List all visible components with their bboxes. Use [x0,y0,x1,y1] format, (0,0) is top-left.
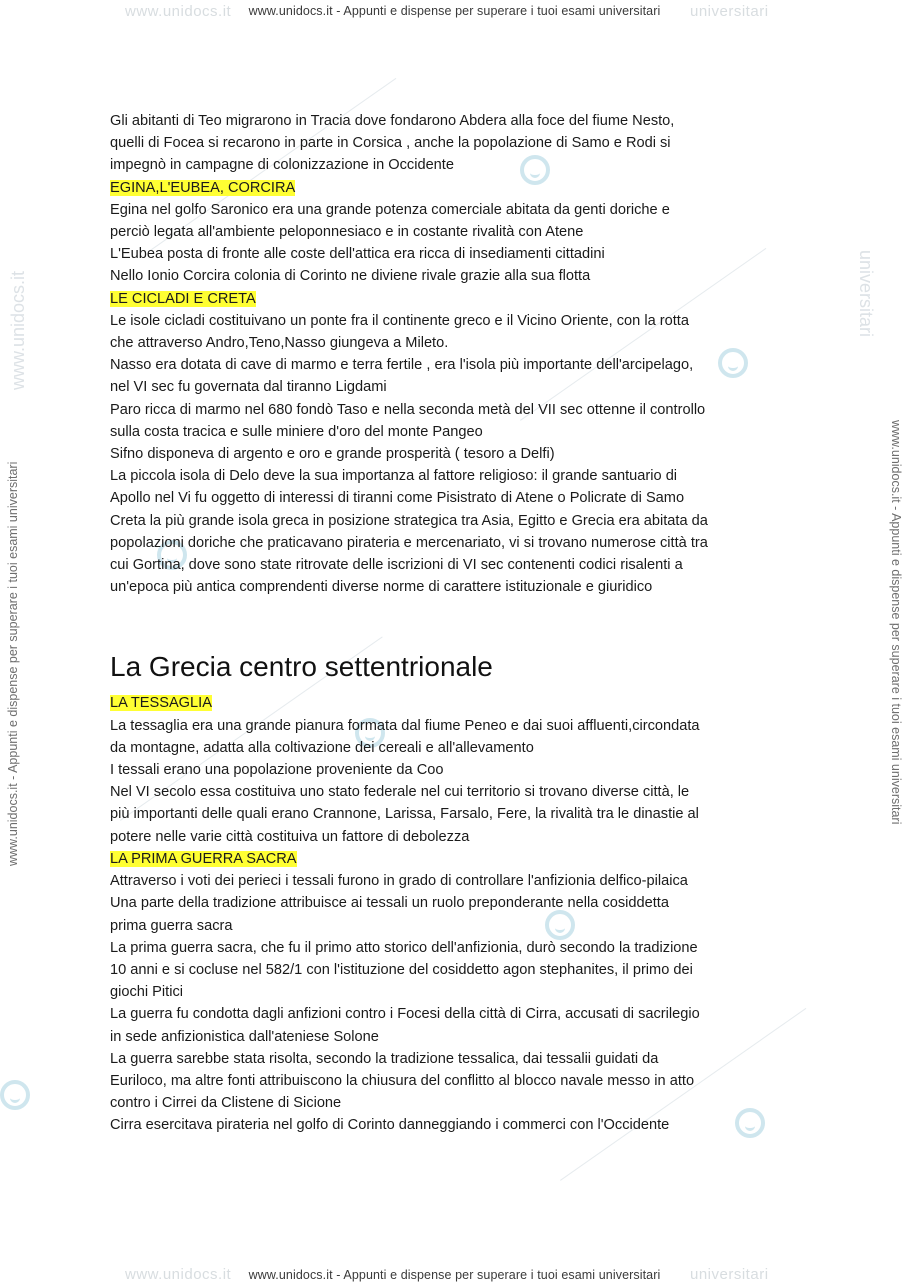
text-line: Cirra esercitava pirateria nel golfo di Corinto danneggiando i commerci con l'Occidente [110,1117,670,1134]
text-line: La piccola isola di Delo deve la sua importanza al fattore religioso: il grande santuario di [110,468,678,485]
watermark-side-ghost-left: www.unidocs.it [8,270,28,390]
watermark-logo-icon [0,1080,30,1110]
subheading-guerra-sacra [110,848,810,870]
watermark-ghost-text: universitari [690,3,769,20]
document-body [110,110,810,1137]
text-line: cui Gortina, dove sono state ritrovate delle iscrizioni di VI sec contenenti codici risalenti a [110,557,683,574]
text-line: Paro ricca di marmo nel 680 fondò Taso e nella seconda metà del VII sec ottenne il controllo [110,401,706,418]
text-line: Una parte della tradizione attribuisce ai tessali un ruolo preponderante nella cosiddetta [110,895,669,912]
highlight-text: EGINA,L'EUBEA, CORCIRA [110,179,296,196]
text-line: Nel VI secolo essa costituiva uno stato federale nel cui territorio si trovano diverse città, le [110,784,690,801]
text-line: Nello Ionio Corcira colonia di Corinto ne diviene rivale grazie alla sua flotta [110,268,591,285]
text-line: I tessali erano una popolazione proveniente da Coo [110,762,444,779]
watermark-banner-bottom: www.unidocs.it - Appunti e dispense per superare i tuoi esami universitari [248,1268,661,1282]
text-line: prima guerra sacra [110,917,233,934]
text-line: giochi Pitici [110,984,183,1001]
text-line: Attraverso i voti dei perieci i tessali furono in grado di controllare l'anfizionia delfico-pilaica [110,873,688,890]
text-line: perciò legata all'ambiente peloponnesiaco e in costante rivalità con Atene [110,224,584,241]
watermark-ghost-text: universitari [690,1266,769,1283]
text-line: La guerra fu condotta dagli anfizioni contro i Focesi della città di Cirra, accusati di sacrilegio [110,1006,700,1023]
text-line: Gli abitanti di Teo migrarono in Tracia dove fondarono Abdera alla foce del fiume Nesto, [110,113,675,129]
text-line: potere nelle varie città costituiva un fattore di debolezza [110,828,470,845]
watermark-ghost-text: www.unidocs.it [125,3,232,20]
paragraph-intro [110,110,810,177]
text-line: Egina nel golfo Saronico era una grande potenza comerciale abitata da genti doriche e [110,201,670,218]
paragraph-tessaglia [110,715,810,848]
text-line: in sede anfizionistica dall'ateniese Solone [110,1028,379,1045]
text-line: Apollo nel Vi fu oggetto di interessi di tiranni come Pisistrato di Atene o Policrate di Samo [110,490,685,507]
paragraph-guerra-sacra [110,870,810,1136]
highlight-text: LA TESSAGLIA [110,695,212,712]
subheading-tessaglia [110,692,810,714]
text-line: nel VI sec fu governata dal tiranno Ligdami [110,379,387,396]
text-line: La guerra sarebbe stata risolta, secondo la tradizione tessalica, dai tessalii guidati da [110,1050,659,1067]
text-line: che attraverso Andro,Teno,Nasso giungeva a Mileto. [110,335,449,352]
watermark-side-left: www.unidocs.it - Appunti e dispense per superare i tuoi esami universitari [6,461,20,866]
text-line: un'epoca più antica comprendenti diverse norme di carattere istituzionale e giuridico [110,579,653,596]
watermark-side-ghost-right: universitari [856,250,876,338]
text-line: sulla costa tracica e sulle miniere d'oro del monte Pangeo [110,423,483,440]
subheading-cicladi [110,288,810,310]
text-line: più importanti delle quali erano Crannone, Larissa, Farsalo, Fere, la rivalità tra le dinastie al [110,806,699,823]
text-line: Nasso era dotata di cave di marmo e terra fertile , era l'isola più importante dell'arcipelago, [110,357,694,374]
text-line: da montagne, adatta alla coltivazione dei cereali e all'allevamento [110,739,534,756]
highlight-text: LA PRIMA GUERRA SACRA [110,850,297,867]
section-title: La Grecia centro settentrionale [110,651,493,683]
highlight-text: LE CICLADI E CRETA [110,290,256,307]
text-line: L'Eubea posta di fronte alle coste dell'attica era ricca di insediamenti cittadini [110,246,605,263]
watermark-side-right: www.unidocs.it - Appunti e dispense per superare i tuoi esami universitari [889,420,903,825]
watermark-ghost-text: www.unidocs.it [125,1266,232,1283]
text-line: impegnò in campagne di colonizzazione in Occidente [110,157,454,174]
text-line: Creta la più grande isola greca in posizione strategica tra Asia, Egitto e Grecia era abitata da [110,512,708,529]
text-line: La tessaglia era una grande pianura formata dal fiume Peneo e dai suoi affluenti,circondata [110,717,700,734]
text-line: popolazioni doriche che praticavano pirateria e mercenariato, vi si trovano numerose città tra [110,534,708,551]
text-line: La prima guerra sacra, che fu il primo atto storico dell'anfizionia, durò secondo la tradizione [110,939,698,956]
paragraph-egina [110,199,810,288]
text-line: Le isole cicladi costituivano un ponte fra il continente greco e il Vicino Oriente, con la rotta [110,312,689,329]
subheading-egina [110,177,810,199]
text-line: quelli di Focea si recarono in parte in Corsica , anche la popolazione di Samo e Rodi si [110,135,671,152]
watermark-banner-top: www.unidocs.it - Appunti e dispense per superare i tuoi esami universitari [248,4,661,18]
text-line: Sifno disponeva di argento e oro e grande prosperità ( tesoro a Delfi) [110,446,555,463]
text-line: Euriloco, ma altre fonti attribuiscono la chiusura del conflitto al blocco navale messo in atto [110,1072,695,1089]
text-line: contro i Cirrei da Clistene di Sicione [110,1095,342,1112]
paragraph-cicladi [110,310,810,599]
text-line: 10 anni e si cocluse nel 582/1 con l'istituzione del cosiddetto agon stephanites, il primo dei [110,961,693,978]
